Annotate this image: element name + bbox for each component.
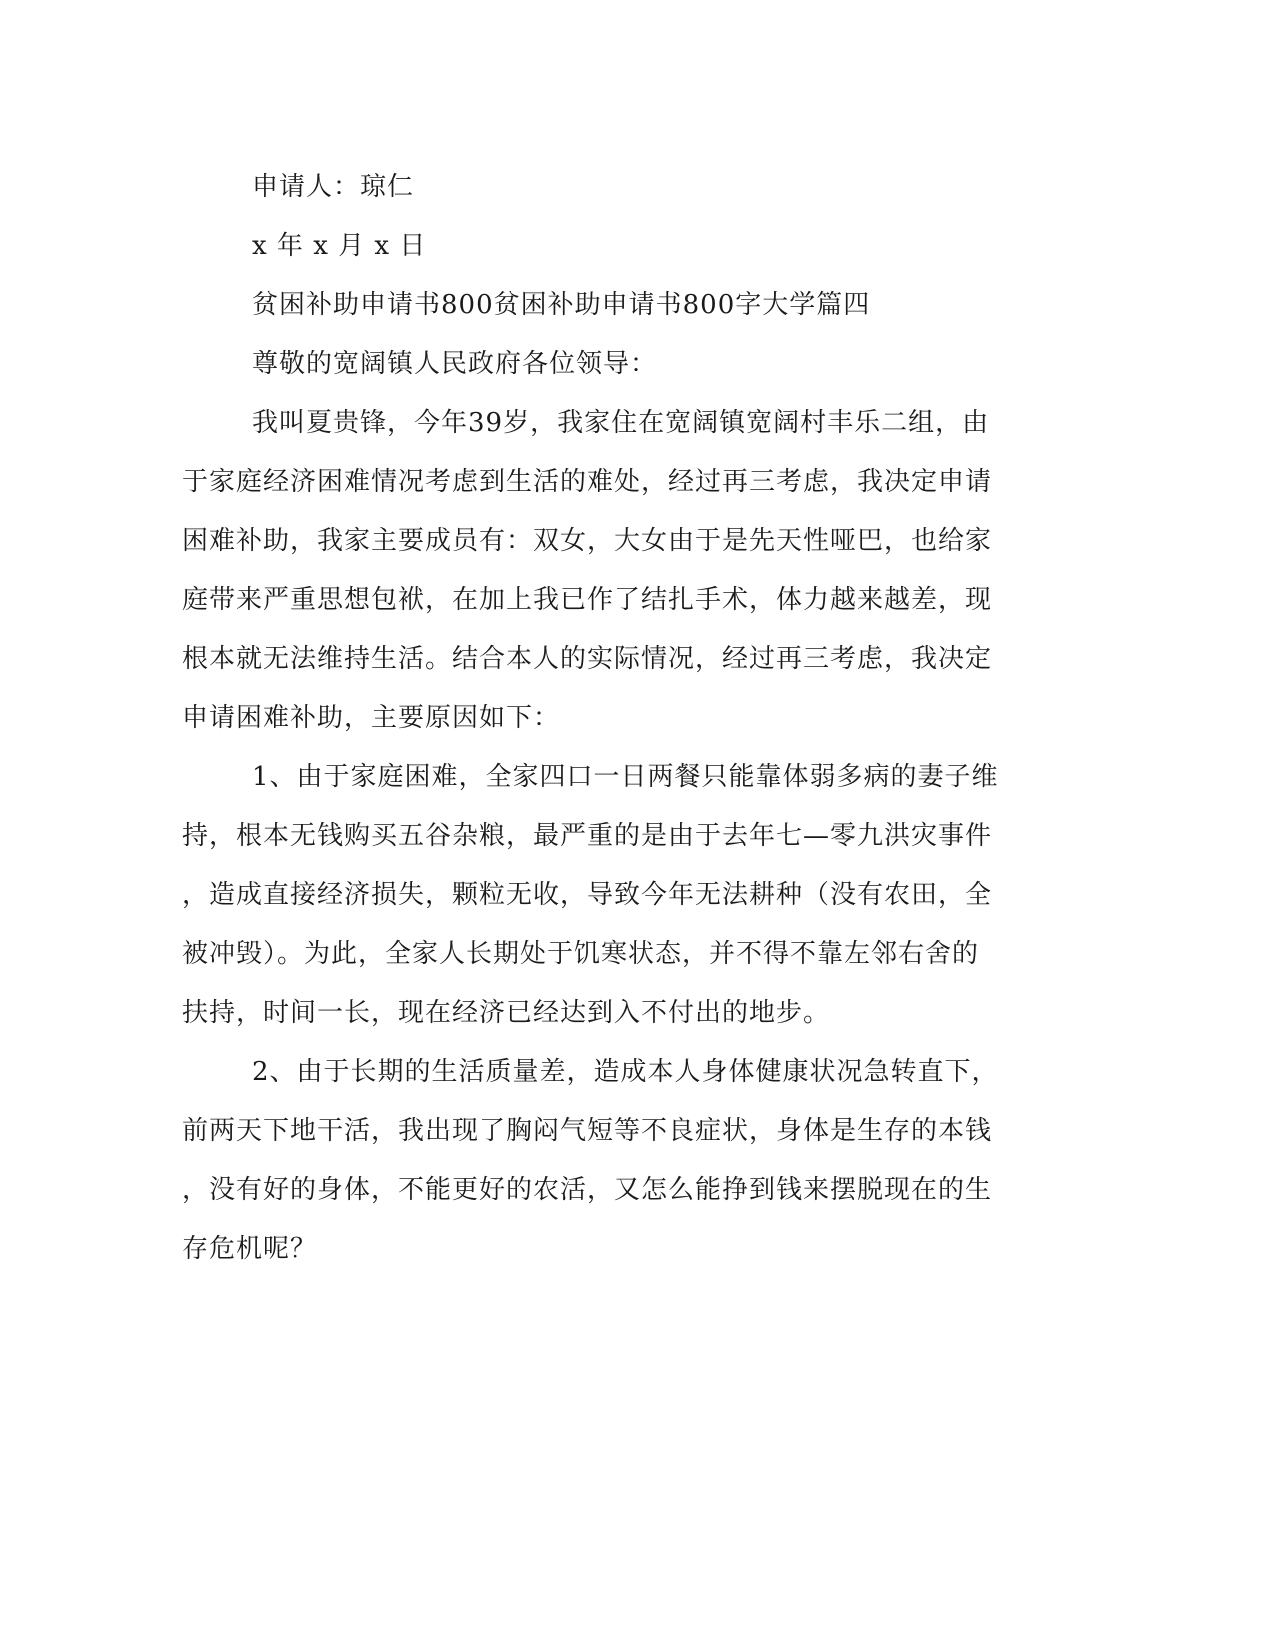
paragraph-line: 前两天下地干活，我出现了胸闷气短等不良症状，身体是生存的本钱 — [182, 1116, 993, 1146]
paragraph-line: 存危机呢？ — [182, 1234, 318, 1264]
applicant-line: 申请人：琼仁 — [252, 172, 415, 202]
paragraph-line: 1、由于家庭困难，全家四口一日两餐只能靠体弱多病的妻子维 — [252, 762, 999, 792]
paragraph-line: 于家庭经济困难情况考虑到生活的难处，经过再三考虑，我决定申请 — [182, 467, 993, 497]
paragraph-introduction — [182, 394, 1015, 748]
paragraph-line: 我叫夏贵锋，今年39岁，我家住在宽阔镇宽阔村丰乐二组，由 — [252, 408, 990, 438]
date-line: x 年 x 月 x 日 — [252, 231, 427, 261]
paragraph-reason-2 — [182, 1043, 1015, 1279]
document-body — [182, 158, 1015, 1279]
paragraph-line: 庭带来严重思想包袱，在加上我已作了结扎手术，体力越来越差，现 — [182, 585, 993, 615]
paragraph-line: 扶持，时间一长，现在经济已经达到入不付出的地步。 — [182, 998, 831, 1028]
paragraph-reason-1 — [182, 748, 1015, 1043]
salutation: 尊敬的宽阔镇人民政府各位领导： — [252, 349, 658, 379]
paragraph-line: 申请困难补助，主要原因如下： — [182, 703, 561, 733]
paragraph-line: 被冲毁）。为此，全家人长期处于饥寒状态，并不得不靠左邻右舍的 — [182, 939, 980, 969]
paragraph-line: ，没有好的身体，不能更好的农活，又怎么能挣到钱来摆脱现在的生 — [182, 1175, 993, 1205]
document-title: 贫困补助申请书800贫困补助申请书800字大学篇四 — [252, 290, 871, 320]
paragraph-line: 根本就无法维持生活。结合本人的实际情况，经过再三考虑，我决定 — [182, 644, 993, 674]
paragraph-line: 持，根本无钱购买五谷杂粮，最严重的是由于去年七—零九洪灾事件 — [182, 821, 993, 851]
paragraph-line: ，造成直接经济损失，颗粒无收，导致今年无法耕种（没有农田，全 — [182, 880, 993, 910]
paragraph-line: 困难补助，我家主要成员有：双女，大女由于是先天性哑巴，也给家 — [182, 526, 993, 556]
paragraph-line: 2、由于长期的生活质量差，造成本人身体健康状况急转直下， — [252, 1057, 999, 1087]
